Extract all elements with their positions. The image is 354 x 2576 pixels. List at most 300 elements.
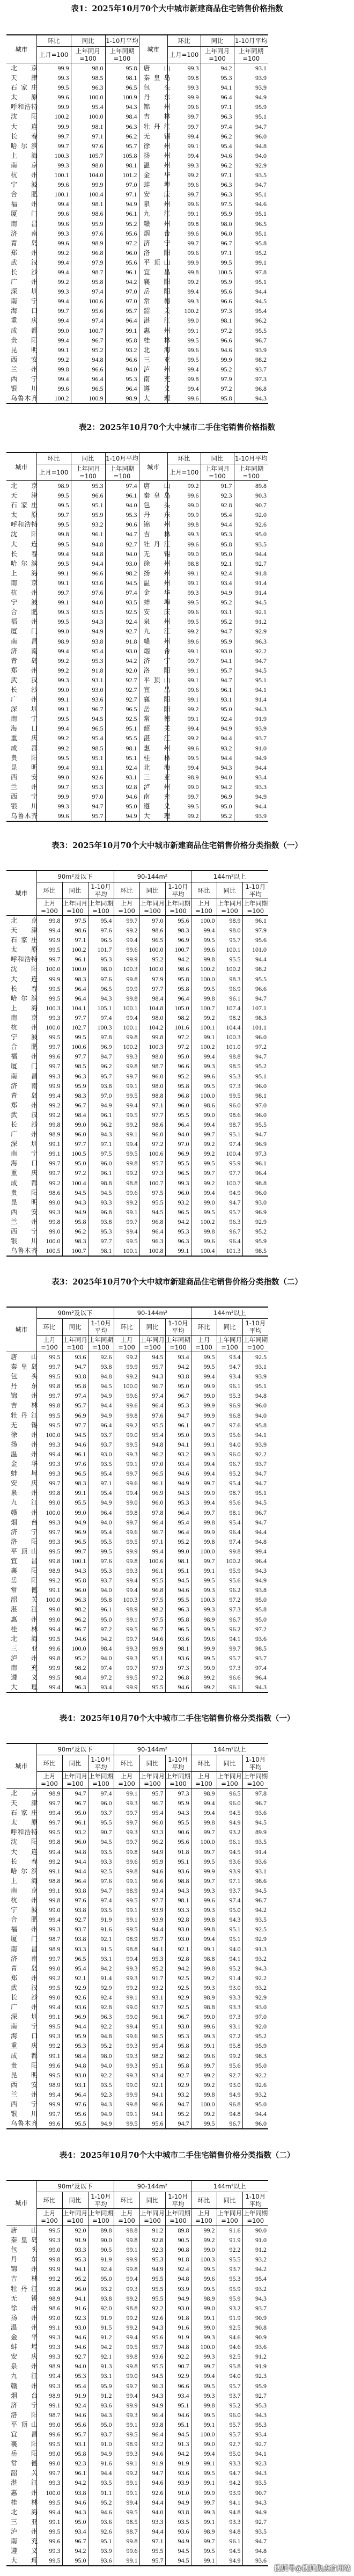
index-value: 95.3 bbox=[165, 2031, 191, 2041]
index-value: 96.3 bbox=[62, 1071, 88, 1081]
size-group-header: 90-144m² bbox=[114, 871, 191, 882]
index-value: 93.8 bbox=[62, 2488, 88, 2498]
index-value: 94.3 bbox=[242, 2294, 268, 2303]
index-value: 96.6 bbox=[165, 1061, 191, 1071]
index-value: 97.4 bbox=[71, 316, 105, 325]
index-value: 99.7 bbox=[191, 1420, 217, 1430]
index-value: 99.5 bbox=[191, 1624, 217, 1634]
index-value: 105.7 bbox=[71, 151, 105, 160]
index-value: 97.3 bbox=[201, 306, 234, 316]
index-value: 94.8 bbox=[62, 1847, 88, 1857]
index-value: 99.2 bbox=[114, 2313, 139, 2323]
city-name: 吉 林 bbox=[11, 1402, 38, 1410]
index-value: 93.6 bbox=[165, 1653, 191, 1663]
index-value: 93.4 bbox=[88, 1682, 114, 1692]
city-name: 南 宁 bbox=[11, 297, 38, 305]
index-value: 99.5 bbox=[36, 714, 71, 724]
table-row bbox=[6, 2002, 268, 2012]
index-value: 95.1 bbox=[71, 500, 105, 510]
index-value: 96.4 bbox=[242, 1556, 268, 1566]
index-value: 99.4 bbox=[167, 364, 201, 374]
index-value: 99.5 bbox=[114, 1924, 139, 1934]
index-value: 99.9 bbox=[36, 1663, 62, 1673]
index-value: 92.7 bbox=[234, 559, 268, 568]
index-value: 99.6 bbox=[167, 685, 201, 695]
index-value: 96.8 bbox=[217, 2099, 242, 2109]
index-value: 99.1 bbox=[167, 578, 201, 588]
city-name: 遵 义 bbox=[139, 801, 167, 811]
index-value: 99.2 bbox=[114, 2468, 139, 2478]
index-value: 94.4 bbox=[234, 801, 268, 811]
index-value: 94.0 bbox=[242, 1411, 268, 1420]
index-value: 99.0 bbox=[62, 1120, 88, 1129]
index-value: 93.2 bbox=[242, 2284, 268, 2294]
index-value: 95.9 bbox=[217, 2284, 242, 2294]
avg-base-header: 上年同期 =100 bbox=[166, 1772, 191, 1787]
table-row bbox=[6, 549, 268, 559]
index-value: 91.2 bbox=[88, 2332, 114, 2342]
index-value: 93.9 bbox=[234, 83, 268, 92]
index-value: 94.9 bbox=[201, 588, 234, 597]
index-value: 98.9 bbox=[217, 916, 242, 926]
index-value: 93.6 bbox=[242, 1857, 268, 1866]
index-value: 92.7 bbox=[62, 2352, 88, 2361]
index-value: 91.4 bbox=[217, 1973, 242, 1983]
index-value: 96.9 bbox=[165, 1149, 191, 1158]
index-value: 98.1 bbox=[242, 1091, 268, 1100]
index-value: 92.9 bbox=[234, 626, 268, 636]
index-value: 99.4 bbox=[36, 1808, 62, 1818]
city-name: 北 海 bbox=[11, 1634, 38, 1643]
index-value: 99.3 bbox=[191, 1905, 217, 1915]
index-value: 94.1 bbox=[201, 83, 234, 92]
city-name: 无 锡 bbox=[139, 549, 167, 559]
index-value: 94.6 bbox=[139, 1634, 165, 1644]
index-value: 94.6 bbox=[62, 1634, 88, 1644]
city-name: 烟 台 bbox=[11, 2391, 38, 2399]
index-value: 96.1 bbox=[165, 1420, 191, 1430]
index-value: 94.4 bbox=[62, 1857, 88, 1866]
city-name: 徐 州 bbox=[139, 559, 167, 568]
index-value: 95.4 bbox=[62, 2381, 88, 2391]
index-value: 93.8 bbox=[242, 1585, 268, 1595]
index-value: 99.0 bbox=[191, 2012, 217, 2022]
index-value: 93.9 bbox=[242, 1440, 268, 1449]
city-name: 银 川 bbox=[11, 1237, 38, 1245]
index-value: 94.3 bbox=[242, 2410, 268, 2420]
index-value: 99.3 bbox=[36, 801, 71, 811]
city-name: 赣 州 bbox=[11, 1508, 38, 1516]
table-row bbox=[6, 1139, 268, 1149]
index-value: 99.8 bbox=[191, 2090, 217, 2099]
table-row bbox=[6, 296, 268, 306]
table-row bbox=[6, 704, 268, 714]
index-value: 95.6 bbox=[139, 2119, 165, 2129]
table-row bbox=[6, 626, 268, 636]
index-value: 94.2 bbox=[88, 1964, 114, 1973]
index-value: 94.4 bbox=[62, 2022, 88, 2031]
index-value: 99.7 bbox=[36, 588, 71, 597]
index-value: 97.2 bbox=[165, 1042, 191, 1052]
index-value: 101.1 bbox=[242, 1023, 268, 1032]
index-value: 95.1 bbox=[217, 1924, 242, 1934]
index-value: 94.8 bbox=[139, 1440, 165, 1449]
index-value: 95.4 bbox=[217, 1478, 242, 1488]
index-value: 95.2 bbox=[139, 1964, 165, 1973]
city-name: 石 家 庄 bbox=[11, 1809, 38, 1817]
index-value: 99.7 bbox=[36, 782, 71, 792]
index-value: 99.5 bbox=[62, 1032, 88, 1042]
index-value: 98.0 bbox=[139, 1013, 165, 1023]
city-name: 赣 州 bbox=[11, 2382, 38, 2390]
index-value: 93.5 bbox=[71, 607, 105, 617]
index-value: 95.3 bbox=[62, 2041, 88, 2050]
city-name: 惠 州 bbox=[11, 2489, 38, 2497]
index-value: 99.1 bbox=[36, 2517, 62, 2527]
index-value: 93.0 bbox=[217, 2080, 242, 2090]
index-value: 99.3 bbox=[167, 83, 201, 92]
index-value: 99.0 bbox=[114, 2080, 139, 2090]
index-value: 94.0 bbox=[62, 2361, 88, 2371]
table4b-section bbox=[0, 2148, 354, 2565]
index-value: 99.1 bbox=[167, 141, 201, 151]
index-value: 99.3 bbox=[36, 1517, 62, 1527]
city-name: 无 锡 bbox=[11, 1421, 38, 1429]
city-name: 九 江 bbox=[11, 1499, 38, 1507]
table-row bbox=[6, 1556, 268, 1566]
index-value: 95.0 bbox=[88, 2420, 114, 2429]
index-value: 99.3 bbox=[191, 2391, 217, 2400]
index-value: 99.0 bbox=[36, 1615, 62, 1624]
index-value: 91.8 bbox=[165, 1847, 191, 1857]
index-value: 99.8 bbox=[36, 1488, 62, 1498]
index-value: 96.9 bbox=[165, 935, 191, 945]
index-value: 95.8 bbox=[201, 393, 234, 404]
index-value: 94.6 bbox=[234, 199, 268, 209]
index-value: 100.0 bbox=[191, 1837, 217, 1847]
index-value: 95.1 bbox=[165, 1857, 191, 1866]
index-value: 99.2 bbox=[191, 1013, 217, 1023]
size-group-header: 90m²及以下 bbox=[36, 2180, 114, 2192]
index-value: 93.9 bbox=[234, 724, 268, 733]
city-name: 锦 州 bbox=[139, 520, 167, 529]
index-value: 99.9 bbox=[36, 122, 71, 132]
index-value: 94.0 bbox=[88, 2061, 114, 2070]
index-value: 101.0 bbox=[242, 945, 268, 954]
city-name: 吉 林 bbox=[139, 529, 167, 539]
index-value: 94.0 bbox=[105, 364, 139, 374]
index-value: 104.2 bbox=[139, 1023, 165, 1032]
index-value: 99.9 bbox=[191, 1381, 217, 1391]
city-name: 金 华 bbox=[11, 1460, 38, 1468]
index-value: 94.9 bbox=[217, 1818, 242, 1827]
index-value: 96.7 bbox=[62, 1624, 88, 1634]
city-name: 武 汉 bbox=[11, 1983, 38, 1991]
city-name: 金 华 bbox=[139, 170, 167, 180]
city-name: 包 头 bbox=[139, 83, 167, 92]
index-value: 97.2 bbox=[62, 1168, 88, 1178]
index-value: 95.5 bbox=[217, 2254, 242, 2264]
index-value: 93.2 bbox=[165, 1198, 191, 1207]
index-value: 91.9 bbox=[88, 2254, 114, 2264]
index-value: 94.2 bbox=[105, 656, 139, 666]
index-value: 97.1 bbox=[139, 1537, 165, 1546]
index-value: 99.1 bbox=[36, 1886, 62, 1895]
index-value: 97.4 bbox=[105, 481, 139, 491]
index-value: 96.1 bbox=[242, 1158, 268, 1168]
index-value: 93.4 bbox=[139, 1886, 165, 1895]
index-value: 96.0 bbox=[165, 1100, 191, 1110]
table-row bbox=[6, 141, 268, 151]
index-value: 99.4 bbox=[36, 925, 62, 935]
city-name: 韶 关 bbox=[139, 724, 167, 733]
city-name: 无 锡 bbox=[11, 2294, 38, 2302]
index-value: 96.3 bbox=[71, 83, 105, 92]
index-value: 100.1 bbox=[114, 1003, 139, 1013]
index-value: 99.4 bbox=[191, 1371, 217, 1381]
city-name: 秦 皇 岛 bbox=[139, 73, 167, 83]
index-value: 96.8 bbox=[71, 248, 105, 258]
city-name: 福 州 bbox=[11, 618, 38, 626]
mom-base-header: 上月=100 bbox=[36, 2209, 62, 2225]
index-value: 93.0 bbox=[105, 646, 139, 656]
index-value: 97.1 bbox=[88, 1139, 114, 1149]
index-value: 99.5 bbox=[114, 2507, 139, 2517]
index-value: 90.6 bbox=[165, 1827, 191, 1837]
index-value: 91.1 bbox=[88, 2488, 114, 2498]
index-value: 99.4 bbox=[114, 1139, 139, 1149]
index-value: 99.2 bbox=[167, 811, 201, 821]
yoy-header: 同比 bbox=[201, 35, 234, 47]
index-value: 91.0 bbox=[242, 2235, 268, 2245]
table-row bbox=[6, 666, 268, 675]
index-value: 96.7 bbox=[217, 1615, 242, 1624]
index-value: 94.2 bbox=[217, 2478, 242, 2487]
index-value: 99.7 bbox=[114, 2381, 139, 2391]
index-value: 94.2 bbox=[62, 2546, 88, 2556]
city-name: 岳 阳 bbox=[11, 2450, 38, 2458]
table-row bbox=[6, 1575, 268, 1585]
index-value: 93.7 bbox=[88, 1575, 114, 1585]
size-group-header: 144m²以上 bbox=[191, 1743, 268, 1755]
index-value: 92.8 bbox=[88, 2002, 114, 2012]
index-value: 97.1 bbox=[217, 1876, 242, 1886]
table-row bbox=[6, 170, 268, 180]
index-value: 96.9 bbox=[201, 792, 234, 801]
index-value: 95.4 bbox=[234, 306, 268, 316]
index-value: 97.0 bbox=[105, 180, 139, 189]
table-row bbox=[6, 306, 268, 316]
table-row bbox=[6, 772, 268, 782]
table-row bbox=[6, 2527, 268, 2536]
index-value: 96.6 bbox=[71, 364, 105, 374]
city-name: 银 川 bbox=[11, 802, 38, 811]
index-value: 97.7 bbox=[62, 1052, 88, 1061]
index-value: 99.2 bbox=[167, 277, 201, 287]
table-row bbox=[6, 2119, 268, 2129]
index-value: 96.5 bbox=[71, 384, 105, 393]
index-value: 94.3 bbox=[217, 1915, 242, 1924]
index-value: 94.5 bbox=[139, 1207, 165, 1217]
city-name: 温 州 bbox=[139, 160, 167, 170]
yoy-header: 同比 bbox=[217, 1319, 242, 1336]
index-value: 95.6 bbox=[242, 935, 268, 945]
index-value: 99.5 bbox=[36, 1983, 62, 1993]
index-value: 96.0 bbox=[139, 1498, 165, 1507]
city-name: 南 昌 bbox=[11, 1945, 38, 1953]
index-value: 95.2 bbox=[88, 2498, 114, 2507]
index-value: 100.7 bbox=[191, 1003, 217, 1013]
index-value: 99.4 bbox=[191, 2449, 217, 2458]
index-value: 99.7 bbox=[36, 1798, 62, 1808]
index-value: 98.3 bbox=[242, 2051, 268, 2061]
city-name: 石 家 庄 bbox=[11, 501, 38, 509]
index-value: 94.9 bbox=[105, 811, 139, 821]
city-name: 宜 昌 bbox=[11, 1557, 38, 1565]
index-value: 95.1 bbox=[71, 753, 105, 763]
index-value: 95.3 bbox=[165, 1498, 191, 1507]
index-value: 89.8 bbox=[165, 2225, 191, 2236]
index-value: 101.2 bbox=[105, 170, 139, 180]
index-value: 99.9 bbox=[114, 1362, 139, 1371]
index-value: 97.0 bbox=[139, 1459, 165, 1469]
city-name: 合 肥 bbox=[11, 608, 38, 616]
index-value: 99.1 bbox=[191, 1032, 217, 1042]
city-name: 湛 江 bbox=[11, 1606, 38, 1614]
index-value: 100.3 bbox=[114, 964, 139, 974]
index-value: 99.1 bbox=[36, 1585, 62, 1595]
index-value: 99.3 bbox=[36, 73, 71, 83]
index-value: 99.4 bbox=[114, 1100, 139, 1110]
index-value: 91.9 bbox=[242, 2361, 268, 2371]
index-value: 94.8 bbox=[165, 2342, 191, 2352]
index-value: 99.4 bbox=[36, 646, 71, 656]
index-value: 99.7 bbox=[191, 1478, 217, 1488]
index-value: 99.8 bbox=[114, 1061, 139, 1071]
index-value: 99.6 bbox=[36, 2061, 62, 2070]
index-value: 99.1 bbox=[36, 568, 71, 578]
table2-section bbox=[0, 420, 354, 820]
table-row bbox=[6, 248, 268, 258]
index-value: 99.5 bbox=[36, 2556, 62, 2566]
city-name: 南 宁 bbox=[11, 715, 38, 723]
index-value: 104.0 bbox=[71, 170, 105, 180]
city-header: 城市 bbox=[139, 453, 167, 481]
size-group-header: 144m²以上 bbox=[191, 2180, 268, 2192]
index-value: 99.4 bbox=[114, 1013, 139, 1023]
table-row bbox=[6, 393, 268, 404]
index-value: 95.4 bbox=[165, 1517, 191, 1527]
index-value: 94.5 bbox=[62, 1430, 88, 1440]
index-value: 96.2 bbox=[62, 1227, 88, 1236]
mom-header: 环比 bbox=[167, 35, 201, 47]
index-value: 92.6 bbox=[242, 2080, 268, 2090]
index-value: 94.7 bbox=[165, 2099, 191, 2109]
index-value: 99.1 bbox=[36, 578, 71, 588]
city-name: 秦 皇 岛 bbox=[11, 1363, 38, 1371]
index-value: 95.2 bbox=[165, 1537, 191, 1546]
index-value: 94.7 bbox=[217, 1198, 242, 1207]
index-value: 100.9 bbox=[71, 393, 105, 404]
city-name: 青 岛 bbox=[11, 656, 38, 665]
index-value: 93.5 bbox=[88, 1905, 114, 1915]
index-value: 99.5 bbox=[167, 753, 201, 763]
index-value: 91.9 bbox=[62, 2391, 88, 2400]
index-value: 99.3 bbox=[114, 1566, 139, 1575]
index-value: 96.1 bbox=[88, 1110, 114, 1120]
city-name: 贵 阳 bbox=[11, 336, 38, 344]
index-value: 98.9 bbox=[36, 1566, 62, 1575]
index-value: 95.5 bbox=[62, 2119, 88, 2129]
index-value: 98.4 bbox=[105, 112, 139, 121]
table-row bbox=[6, 1993, 268, 2002]
index-value: 99.5 bbox=[36, 984, 62, 994]
mom-header: 环比 bbox=[167, 453, 201, 464]
index-value: 95.5 bbox=[165, 1158, 191, 1168]
index-value: 99.3 bbox=[191, 1061, 217, 1071]
index-value: 100.0 bbox=[191, 974, 217, 984]
index-value: 94.5 bbox=[234, 296, 268, 306]
index-value: 95.2 bbox=[242, 1061, 268, 1071]
index-value: 99.5 bbox=[36, 559, 71, 568]
index-value: 92.9 bbox=[242, 1993, 268, 2002]
index-value: 94.6 bbox=[62, 2332, 88, 2342]
index-value: 95.6 bbox=[217, 1575, 242, 1585]
city-name: 长 春 bbox=[11, 550, 38, 558]
index-value: 94.0 bbox=[217, 2371, 242, 2381]
index-value: 99.6 bbox=[167, 539, 201, 549]
index-value: 95.0 bbox=[62, 1158, 88, 1168]
index-value: 92.4 bbox=[201, 714, 234, 724]
city-name: 无 锡 bbox=[139, 132, 167, 141]
avg-header: 1-10月平均 bbox=[105, 35, 139, 47]
index-value: 96.7 bbox=[139, 1624, 165, 1634]
table-row bbox=[6, 733, 268, 743]
index-value: 99.1 bbox=[167, 326, 201, 335]
index-value: 90.0 bbox=[88, 2235, 114, 2245]
index-value: 92.5 bbox=[165, 2002, 191, 2012]
index-value: 100.0 bbox=[114, 1381, 139, 1391]
index-value: 96.7 bbox=[234, 335, 268, 345]
yoy-base-header: 上年同月 =100 bbox=[63, 1772, 87, 1787]
index-value: 98.6 bbox=[36, 2303, 62, 2313]
index-value: 96.4 bbox=[139, 1517, 165, 1527]
index-value: 99.8 bbox=[36, 2254, 62, 2264]
table-row bbox=[6, 1178, 268, 1188]
index-value: 95.0 bbox=[88, 1615, 114, 1624]
index-value: 99.8 bbox=[36, 529, 71, 539]
index-value: 99.6 bbox=[114, 1391, 139, 1400]
index-value: 90.0 bbox=[242, 2225, 268, 2236]
index-value: 98.0 bbox=[201, 219, 234, 229]
index-value: 99.1 bbox=[36, 704, 71, 714]
index-value: 98.0 bbox=[88, 2051, 114, 2061]
index-value: 99.5 bbox=[114, 1440, 139, 1449]
index-value: 95.5 bbox=[242, 1120, 268, 1129]
index-value: 99.3 bbox=[191, 2507, 217, 2517]
city-name: 哈 尔 滨 bbox=[11, 1867, 38, 1875]
index-value: 99.4 bbox=[167, 724, 201, 733]
index-value: 99.7 bbox=[114, 1217, 139, 1227]
index-value: 98.2 bbox=[242, 964, 268, 974]
city-name: 安 庆 bbox=[11, 1479, 38, 1487]
index-value: 99.8 bbox=[114, 1158, 139, 1168]
index-value: 97.5 bbox=[139, 1595, 165, 1604]
city-name: 上 海 bbox=[11, 569, 38, 577]
index-value: 96.1 bbox=[105, 491, 139, 500]
index-value: 98.1 bbox=[165, 1895, 191, 1905]
index-value: 99.9 bbox=[201, 355, 234, 364]
